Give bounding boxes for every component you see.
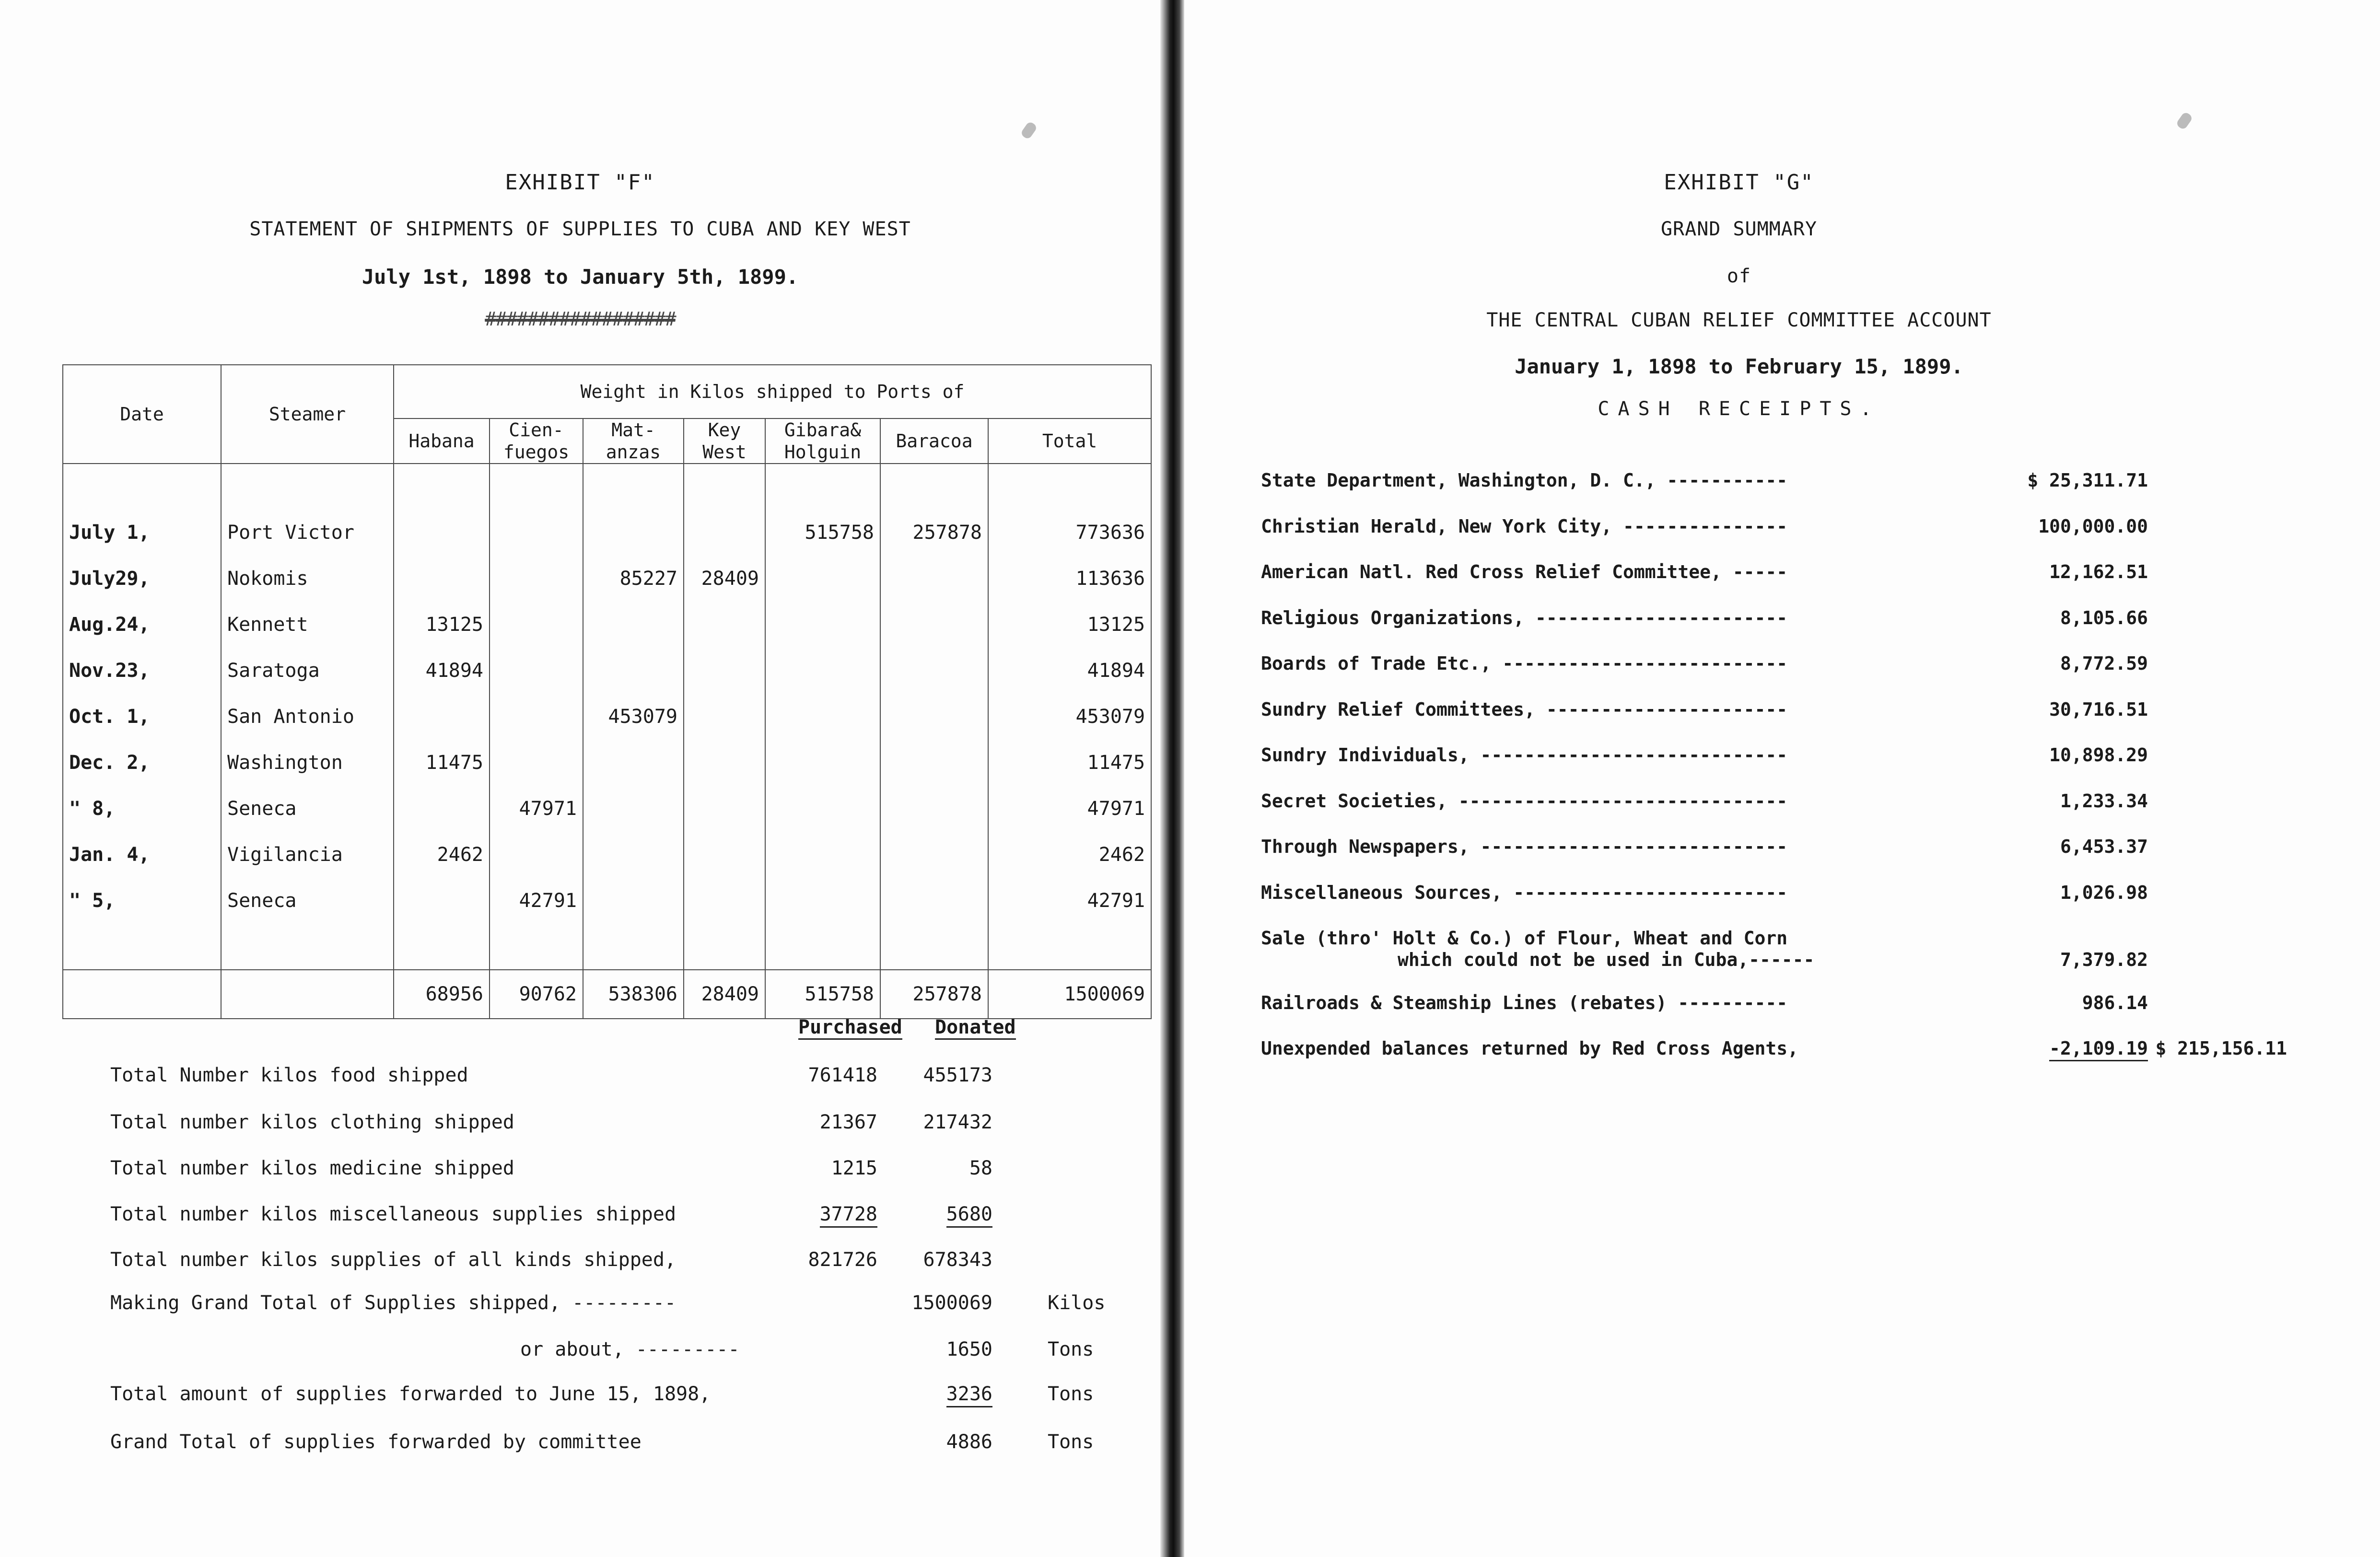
table-totals-row xyxy=(63,970,1151,1019)
cell-total: 13125 xyxy=(988,602,1151,648)
col-baracoa: Baracoa xyxy=(880,418,988,464)
cell-steamer: Saratoga xyxy=(221,648,394,694)
cell-habana: 41894 xyxy=(394,648,490,694)
cell-mat: 453079 xyxy=(583,694,684,740)
table-row xyxy=(63,694,1151,740)
cell-cien xyxy=(490,602,583,648)
cell-mat: 85227 xyxy=(583,556,684,602)
cell-gib: 515758 xyxy=(765,510,880,556)
total-habana: 68956 xyxy=(394,970,490,1019)
cell-cien: 47971 xyxy=(490,786,583,832)
table-row xyxy=(63,556,1151,602)
grand-total-line: Making Grand Total of Supplies shipped, --------- 1500069 Kilos xyxy=(110,1292,1106,1314)
cell-date: Dec. 2, xyxy=(63,740,221,786)
cell-total: 11475 xyxy=(988,740,1151,786)
cell-gib xyxy=(765,832,880,878)
cell-habana: 11475 xyxy=(394,740,490,786)
pin-mark xyxy=(1020,121,1038,140)
cell-total: 42791 xyxy=(988,878,1151,924)
cell-bar: 257878 xyxy=(880,510,988,556)
cell-bar xyxy=(880,832,988,878)
cell-key xyxy=(684,740,765,786)
committee-total-line: Grand Total of supplies forwarded by committee 4886 Tons xyxy=(110,1431,1094,1453)
cell-bar xyxy=(880,740,988,786)
col-gibara-holguin: Gibara& Holguin xyxy=(765,418,880,464)
cell-date: Jan. 4, xyxy=(63,832,221,878)
account-date-range: January 1, 1898 to February 15, 1899. xyxy=(1515,355,1963,378)
about-line: or about, --------- 1650 Tons xyxy=(520,1338,1094,1360)
cell-mat xyxy=(583,648,684,694)
summary-line: Total number kilos clothing shipped 21367 217432 xyxy=(110,1111,992,1133)
cell-steamer: Seneca xyxy=(221,878,394,924)
cell-date: July29, xyxy=(63,556,221,602)
cell-date: Nov.23, xyxy=(63,648,221,694)
exhibit-f-title: EXHIBIT "F" xyxy=(505,170,655,195)
summary-line: Total number kilos medicine shipped 1215 58 xyxy=(110,1157,992,1179)
total-gibara: 515758 xyxy=(765,970,880,1019)
cell-cien xyxy=(490,556,583,602)
cell-cien xyxy=(490,740,583,786)
col-group-weight: Weight in Kilos shipped to Ports of xyxy=(394,365,1151,418)
cell-cien: 42791 xyxy=(490,878,583,924)
summary-line: Total number kilos miscellaneous supplies shipped 37728 5680 xyxy=(110,1203,1117,1232)
summary-line: Total Number kilos food shipped 761418 455173 xyxy=(110,1064,992,1086)
cell-key xyxy=(684,510,765,556)
cell-bar xyxy=(880,694,988,740)
cell-date: Aug.24, xyxy=(63,602,221,648)
col-date: Date xyxy=(63,365,221,464)
cell-key xyxy=(684,602,765,648)
cell-key xyxy=(684,694,765,740)
total-baracoa: 257878 xyxy=(880,970,988,1019)
total-key-west: 28409 xyxy=(684,970,765,1019)
cell-gib xyxy=(765,602,880,648)
cell-cien xyxy=(490,648,583,694)
col-matanzas: Mat- anzas xyxy=(583,418,684,464)
cell-steamer: Nokomis xyxy=(221,556,394,602)
cell-mat xyxy=(583,786,684,832)
cell-mat xyxy=(583,510,684,556)
cell-bar xyxy=(880,556,988,602)
cell-steamer: Seneca xyxy=(221,786,394,832)
shipments-table xyxy=(62,364,1152,1019)
page-gutter xyxy=(1160,0,1184,1557)
cell-steamer: Port Victor xyxy=(221,510,394,556)
cell-habana xyxy=(394,786,490,832)
cell-bar xyxy=(880,648,988,694)
cell-bar xyxy=(880,786,988,832)
col-habana: Habana xyxy=(394,418,490,464)
cell-total: 41894 xyxy=(988,648,1151,694)
table-row xyxy=(63,648,1151,694)
total-matanzas: 538306 xyxy=(583,970,684,1019)
table-row xyxy=(63,510,1151,556)
cell-key: 28409 xyxy=(684,556,765,602)
struck-out-text: ################## xyxy=(485,308,676,330)
cell-steamer: Kennett xyxy=(221,602,394,648)
page-exhibit-g: EXHIBIT "G" GRAND SUMMARY of THE CENTRAL CUBAN RELIEF COMMITTEE ACCOUNT January 1, 1898 to February 15, 1899. CASH RECEIPTS. State Department, Washington, D. C., ----------- $ 25,311.71 Christian Herald, New York City, --------------- 100,000.00 American Natl. Red Cross Relief Committee, ----- 12,162.51 Religious Organizations, ----------------------- 8,105.66 Boards of Trade Etc., -------------------------- 8,772.59 Sundry Relief Committees, ---------------------- 30,716.51 Sundry Individuals, ---------------------------- 10,898.29 Secret Societies, ------------------------------ 1,233.34 Through Newspapers, ---------------------------- 6,453.37 Miscellaneous Sources, ------------------------- 1,026.98 Sale (thro' Holt & Co.) of Flour, Wheat and Corn which could not be used in Cuba,------ 7,379.82 Railroads & Steamship Lines (rebates) ---------- 986.14 Unexpended balances returned by Red Cross Agents, -2,109.19 $ 215,156.11 xyxy=(1184,0,2380,1557)
cell-habana xyxy=(394,694,490,740)
summary-line: Total number kilos supplies of all kinds shipped, 821726 678343 xyxy=(110,1249,992,1271)
table-row xyxy=(63,786,1151,832)
cell-date: " 5, xyxy=(63,878,221,924)
table-row xyxy=(63,740,1151,786)
cell-habana xyxy=(394,556,490,602)
cell-gib xyxy=(765,878,880,924)
cell-steamer: Washington xyxy=(221,740,394,786)
cell-total: 773636 xyxy=(988,510,1151,556)
cell-total: 113636 xyxy=(988,556,1151,602)
table-row xyxy=(63,602,1151,648)
cell-date: " 8, xyxy=(63,786,221,832)
exhibit-g-title: EXHIBIT "G" xyxy=(1664,170,1814,195)
cell-habana: 13125 xyxy=(394,602,490,648)
cell-total: 47971 xyxy=(988,786,1151,832)
col-key-west: Key West xyxy=(684,418,765,464)
cell-date: Oct. 1, xyxy=(63,694,221,740)
total-cienfuegos: 90762 xyxy=(490,970,583,1019)
of-text: of xyxy=(1727,265,1751,287)
cell-cien xyxy=(490,832,583,878)
cell-steamer: Vigilancia xyxy=(221,832,394,878)
cell-key xyxy=(684,878,765,924)
col-total: Total xyxy=(988,418,1151,464)
col-cienfuegos: Cien- fuegos xyxy=(490,418,583,464)
cell-key xyxy=(684,648,765,694)
exhibit-f-date-range: July 1st, 1898 to January 5th, 1899. xyxy=(362,265,799,289)
cell-total: 2462 xyxy=(988,832,1151,878)
cell-mat xyxy=(583,878,684,924)
cash-receipts-heading: CASH RECEIPTS. xyxy=(1598,398,1880,420)
cell-habana xyxy=(394,510,490,556)
donated-header: Donated xyxy=(935,1016,1016,1040)
purchased-header: Purchased xyxy=(798,1016,902,1040)
cell-gib xyxy=(765,556,880,602)
cell-gib xyxy=(765,648,880,694)
account-heading: THE CENTRAL CUBAN RELIEF COMMITTEE ACCOUNT xyxy=(1486,309,1992,331)
cell-gib xyxy=(765,740,880,786)
cell-gib xyxy=(765,694,880,740)
cell-bar xyxy=(880,602,988,648)
cell-mat xyxy=(583,740,684,786)
cell-mat xyxy=(583,832,684,878)
cell-mat xyxy=(583,602,684,648)
cell-cien xyxy=(490,694,583,740)
cell-steamer: San Antonio xyxy=(221,694,394,740)
pin-mark xyxy=(2175,111,2193,130)
cell-habana: 2462 xyxy=(394,832,490,878)
exhibit-f-heading: STATEMENT OF SHIPMENTS OF SUPPLIES TO CUBA AND KEY WEST xyxy=(249,218,911,240)
page-exhibit-f xyxy=(0,0,1160,1557)
forwarded-line: Total amount of supplies forwarded to June 15, 1898, 3236 Tons xyxy=(110,1383,1117,1412)
cell-habana xyxy=(394,878,490,924)
cell-gib xyxy=(765,786,880,832)
table-row xyxy=(63,878,1151,924)
cell-key xyxy=(684,832,765,878)
col-steamer: Steamer xyxy=(221,365,394,464)
cell-total: 453079 xyxy=(988,694,1151,740)
cell-cien xyxy=(490,510,583,556)
cell-date: July 1, xyxy=(63,510,221,556)
cell-bar xyxy=(880,878,988,924)
total-total: 1500069 xyxy=(988,970,1151,1019)
table-row xyxy=(63,832,1151,878)
grand-summary-heading: GRAND SUMMARY xyxy=(1660,218,1818,240)
cell-key xyxy=(684,786,765,832)
